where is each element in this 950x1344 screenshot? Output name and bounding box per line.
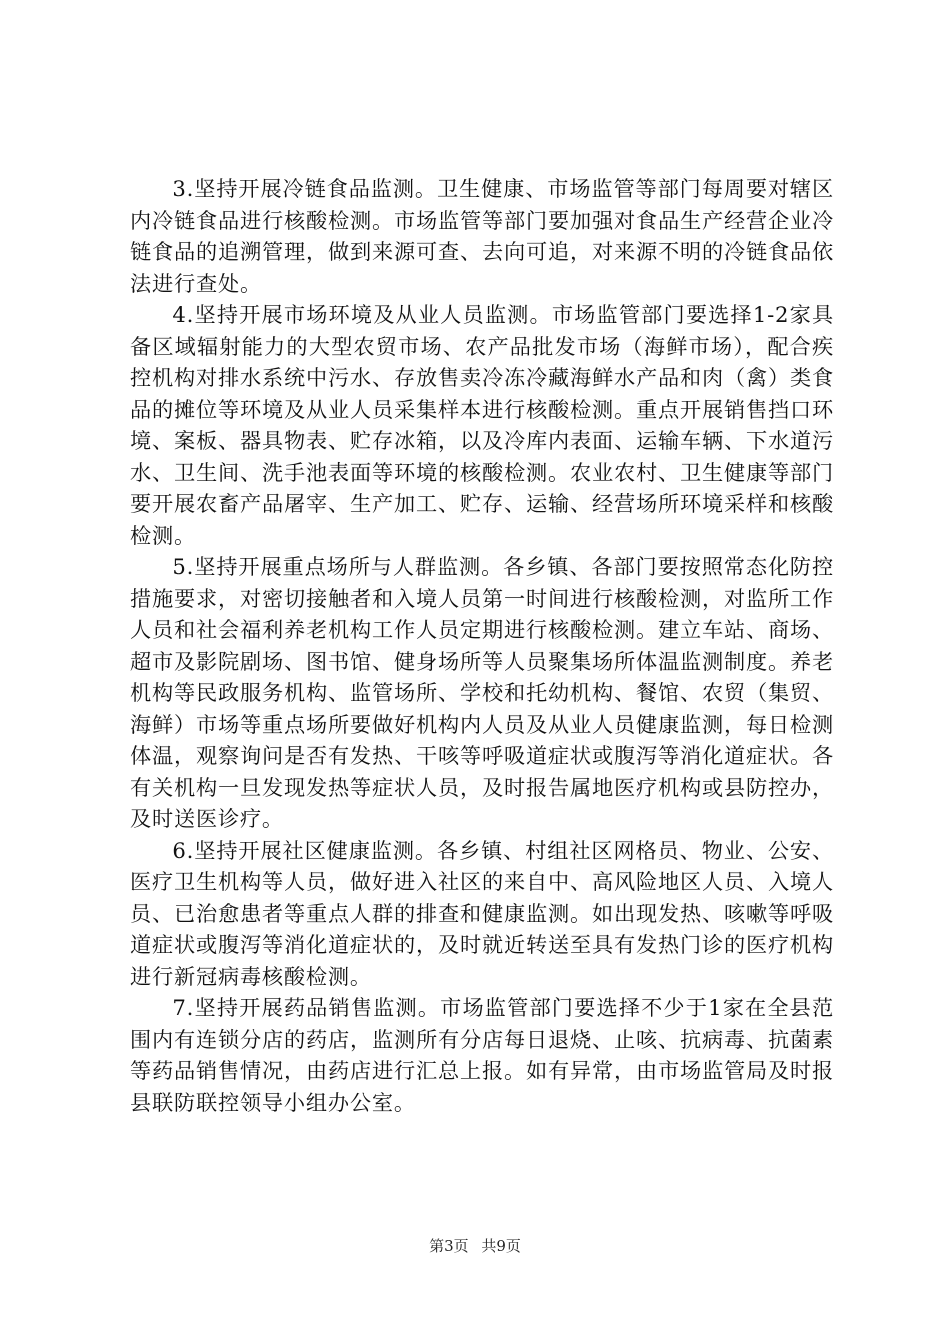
paragraph-cold-chain-monitoring: 3.坚持开展冷链食品监测。卫生健康、市场监管等部门每周要对辖区内冷链食品进行核酸检测。市场监管等部门要加强对食品生产经营企业冷链食品的追溯管理，做到来源可查、去向可追，对来源不明的冷链食品依法进行查处。: [130, 176, 834, 296]
page-number: 第3页: [429, 1237, 469, 1255]
page-total: 共9页: [481, 1237, 521, 1255]
paragraph-drug-sales-monitoring: 7.坚持开展药品销售监测。市场监管部门要选择不少于1家在全县范围内有连锁分店的药店，监测所有分店每日退烧、止咳、抗病毒、抗菌素等药品销售情况，由药店进行汇总上报。如有异常，由市场监管局及时报县联防联控领导小组办公室。: [130, 995, 834, 1115]
paragraph-market-environment-monitoring: 4.坚持开展市场环境及从业人员监测。市场监管部门要选择1-2家具备区域辐射能力的大型农贸市场、农产品批发市场（海鲜市场），配合疾控机构对排水系统中污水、存放售卖冷冻冷藏海鲜水产品和肉（禽）类食品的摊位等环境及从业人员采集样本进行核酸检测。重点开展销售挡口环境、案板、器具物表、贮存冰箱，以及冷库内表面、运输车辆、下水道污水、卫生间、洗手池表面等环境的核酸检测。农业农村、卫生健康等部门要开展农畜产品屠宰、生产加工、贮存、运输、经营场所环境采样和核酸检测。: [130, 302, 834, 548]
paragraph-community-health-monitoring: 6.坚持开展社区健康监测。各乡镇、村组社区网格员、物业、公安、医疗卫生机构等人员，做好进入社区的来自中、高风险地区人员、入境人员、已治愈患者等重点人群的排查和健康监测。如出现发热、咳嗽等呼吸道症状或腹泻等消化道症状的，及时就近转送至具有发热门诊的医疗机构进行新冠病毒核酸检测。: [130, 837, 834, 989]
paragraph-key-venues-monitoring: 5.坚持开展重点场所与人群监测。各乡镇、各部门要按照常态化防控措施要求，对密切接触者和入境人员第一时间进行核酸检测，对监所工作人员和社会福利养老机构工作人员定期进行核酸检测。建立车站、商场、超市及影院剧场、图书馆、健身场所等人员聚集场所体温监测制度。养老机构等民政服务机构、监管场所、学校和托幼机构、餐馆、农贸（集贸、海鲜）市场等重点场所要做好机构内人员及从业人员健康监测，每日检测体温，观察询问是否有发热、干咳等呼吸道症状或腹泻等消化道症状。各有关机构一旦发现发热等症状人员，及时报告属地医疗机构或县防控办，及时送医诊疗。: [130, 554, 834, 831]
page-footer: [0, 1236, 950, 1256]
document-body: [130, 173, 834, 1118]
